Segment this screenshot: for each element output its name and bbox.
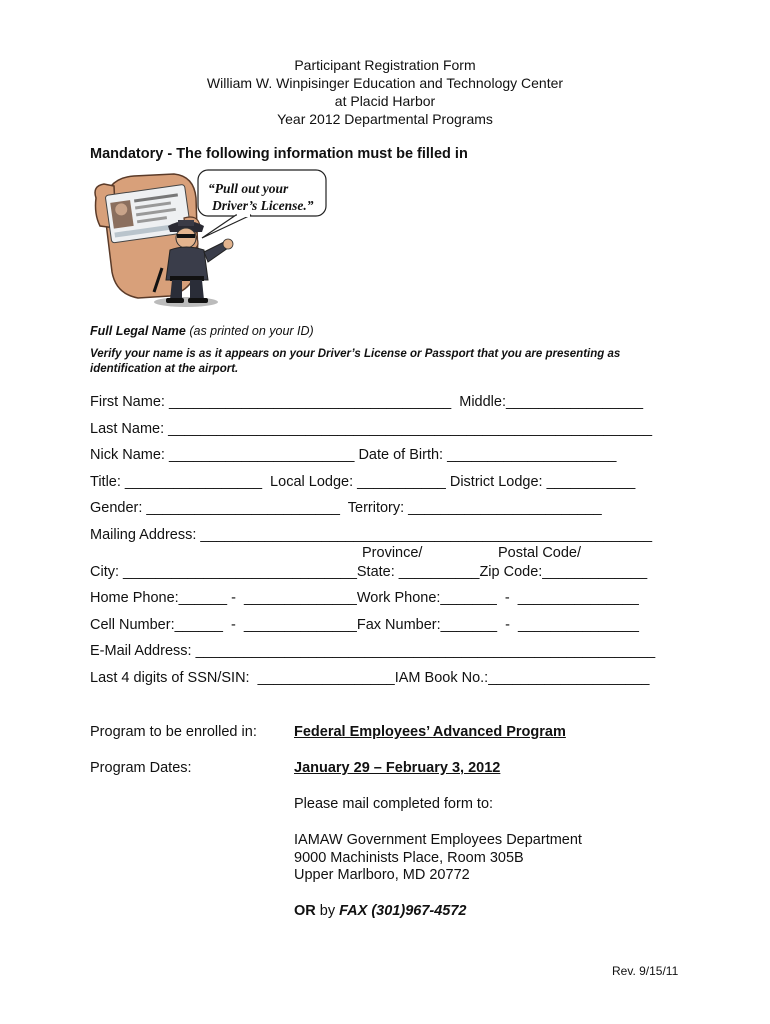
mail-address-line-1: IAMAW Government Employees Department — [294, 832, 582, 848]
first-name-field[interactable]: First Name: ___________________________________ Middle:_________________ — [90, 394, 644, 410]
verify-line-1: Verify your name is as it appears on your Driver’s License or Passport that you are presenting as — [90, 348, 621, 360]
mail-address-line-2: 9000 Machinists Place, Room 305B — [294, 850, 524, 866]
form-title: Participant Registration Form — [294, 57, 476, 73]
program-dates-value: January 29 – February 3, 2012 — [294, 760, 501, 776]
mandatory-heading: Mandatory - The following information must be filled in — [90, 146, 468, 162]
full-legal-name-heading — [90, 322, 314, 340]
program-enroll-label: Program to be enrolled in: — [90, 724, 257, 740]
title-lodge-field[interactable]: Title: _________________ Local Lodge: ___________ District Lodge: ___________ — [90, 474, 636, 490]
email-field[interactable]: E-Mail Address: _________________________________________________________ — [90, 643, 656, 659]
postal-code-label: Postal Code/ — [498, 545, 582, 561]
program-year: Year 2012 Departmental Programs — [277, 111, 493, 127]
program-enroll-value: Federal Employees’ Advanced Program — [294, 724, 566, 740]
or-label: OR — [294, 903, 316, 919]
full-legal-name-note: (as printed on your ID) — [185, 324, 314, 338]
full-legal-name-label: Full Legal Name — [90, 324, 186, 338]
speech-line-1: “Pull out your — [208, 181, 289, 196]
fax-number: FAX (301)967-4572 — [339, 903, 467, 919]
home-work-phone-field[interactable]: Home Phone:______ - ______________Work Phone:_______ - _______________ — [90, 590, 639, 606]
city-state-zip-field[interactable]: City: _____________________________State: __________Zip Code:_____________ — [90, 564, 648, 580]
speech-line-2: Driver’s License.” — [212, 198, 314, 213]
last-name-field[interactable]: Last Name: ____________________________________________________________ — [90, 421, 653, 437]
mail-address-line-3: Upper Marlboro, MD 20772 — [294, 867, 470, 883]
mail-instruction: Please mail completed form to: — [294, 796, 494, 812]
center-location: at Placid Harbor — [334, 93, 436, 109]
fax-line — [294, 902, 466, 920]
province-label: Province/ — [362, 545, 423, 561]
mailing-address-field[interactable]: Mailing Address: ________________________________________________________ — [90, 527, 653, 543]
program-dates-label: Program Dates: — [90, 760, 192, 776]
center-name: William W. Winpisinger Education and Technology Center — [206, 75, 564, 91]
by-label: by — [315, 903, 340, 919]
revision-date: Rev. 9/15/11 — [612, 964, 679, 978]
verify-line-2: identification at the airport. — [90, 363, 239, 375]
ssn-iam-book-field[interactable]: Last 4 digits of SSN/SIN: _________________IAM Book No.:____________________ — [90, 670, 650, 686]
nick-name-field[interactable]: Nick Name: _______________________ Date of Birth: _____________________ — [90, 447, 617, 463]
gender-territory-field[interactable]: Gender: ________________________ Territory: ________________________ — [90, 500, 602, 516]
cell-fax-field[interactable]: Cell Number:______ - ______________Fax Number:_______ - _______________ — [90, 617, 639, 633]
